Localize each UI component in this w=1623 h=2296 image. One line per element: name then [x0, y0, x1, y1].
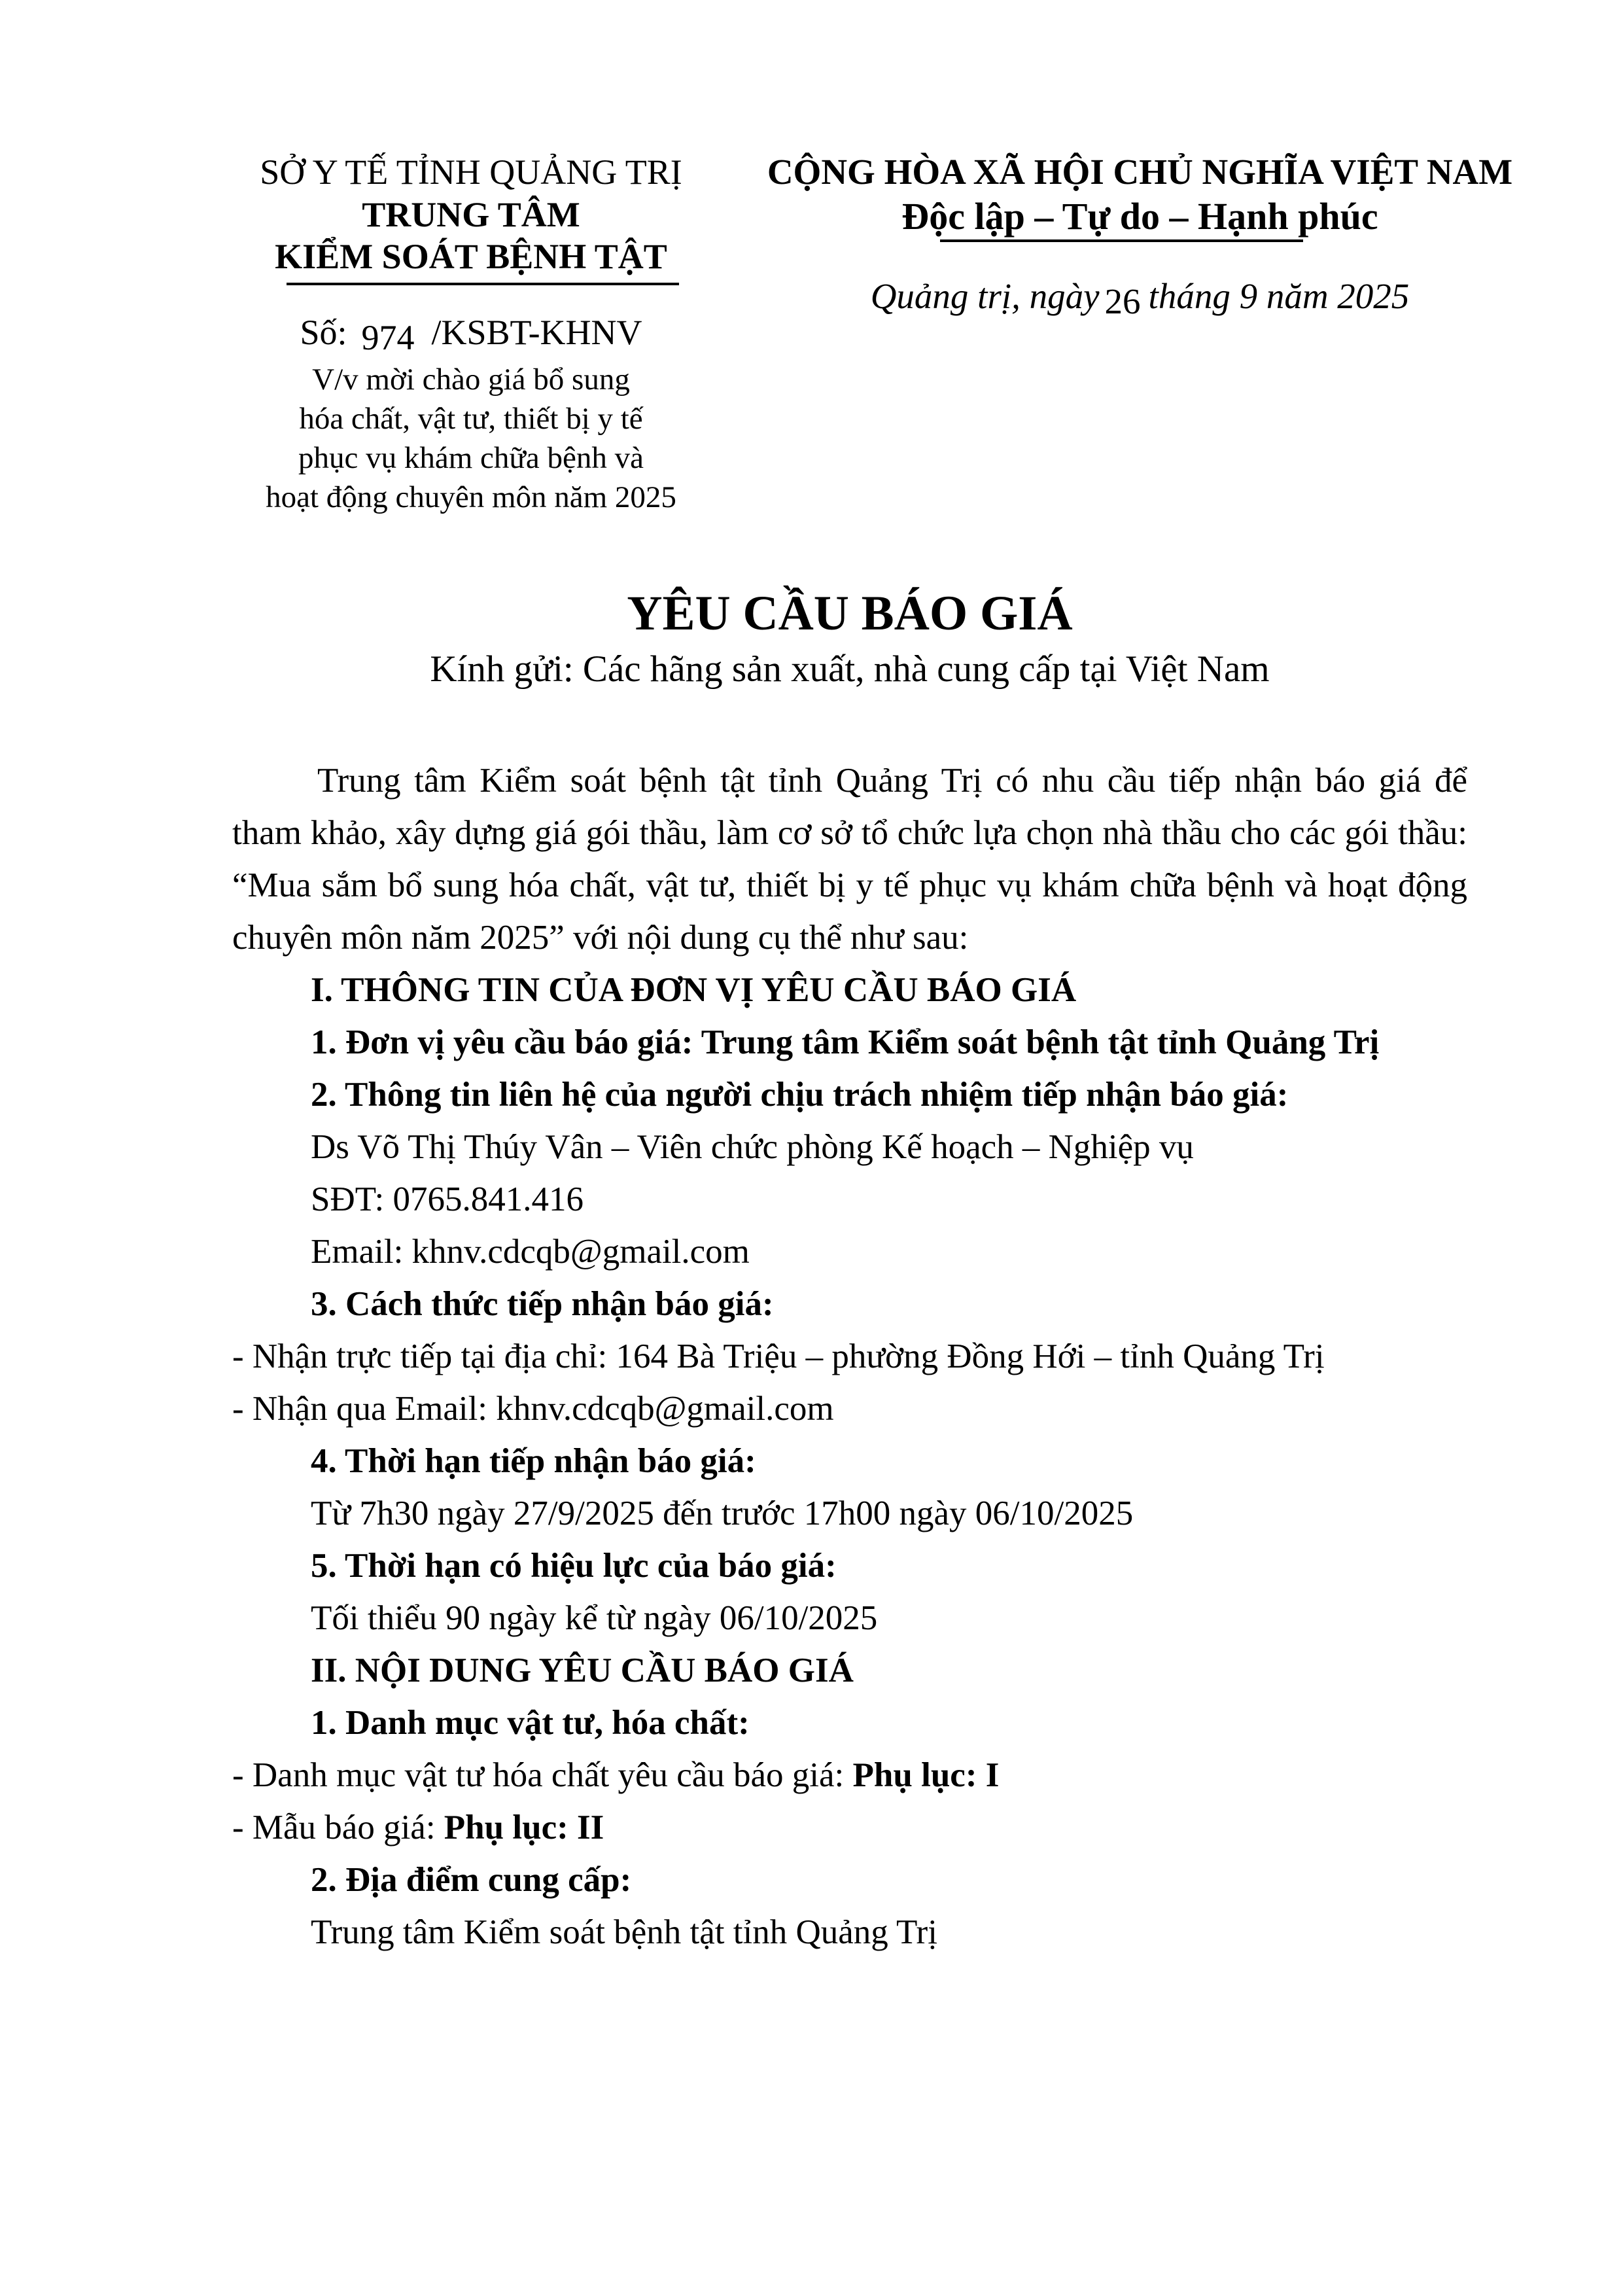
issuing-org-block: [213, 150, 729, 517]
contact-person-line: Ds Võ Thị Thúy Vân – Viên chức phòng Kế hoạch – Nghiệp vụ: [311, 1128, 1194, 1166]
section-1-item-1: 1. Đơn vị yêu cầu báo giá: Trung tâm Kiểm soát bệnh tật tỉnh Quảng Trị: [311, 1023, 1380, 1061]
section-1-heading: I. THÔNG TIN CỦA ĐƠN VỊ YÊU CẦU BÁO GIÁ: [311, 971, 1077, 1009]
national-title: CỘNG HÒA XÃ HỘI CHỦ NGHĨA VIỆT NAM: [767, 152, 1513, 192]
appendix-2-ref: Phụ lục: II: [444, 1809, 604, 1846]
title-block: [232, 582, 1467, 693]
subject-line-3: phục vụ khám chữa bệnh và: [298, 441, 644, 475]
place-date-line: [752, 275, 1527, 321]
section-1-item-5: 5. Thời hạn có hiệu lực của báo giá:: [311, 1547, 837, 1585]
national-header-block: [752, 150, 1527, 321]
section-1-item-3: 3. Cách thức tiếp nhận báo giá:: [311, 1285, 774, 1323]
document-title: YÊU CẦU BÁO GIÁ: [627, 586, 1073, 641]
appendix-2-line: [232, 1801, 1467, 1854]
org-underline-rule: [287, 283, 679, 285]
contact-phone-line: SĐT: 0765.841.416: [311, 1180, 584, 1218]
document-number-label: Số:: [300, 313, 347, 352]
subject-line-1: V/v mời chào giá bổ sung: [312, 362, 630, 397]
intro-paragraph: Trung tâm Kiểm soát bệnh tật tỉnh Quảng Trị có nhu cầu tiếp nhận báo giá để tham khảo, xây dựng giá gói thầu, làm cơ sở tổ chức lựa chọn nhà thầu cho các gói thầu: “Mua sắm bổ sung hóa chất, vật tư, thiết bị y tế phục vụ khám chữa bệnh và hoạt động chuyên môn năm 2025” với nội dung cụ thể như sau:: [232, 762, 1467, 957]
subject-line-4: hoạt động chuyên môn năm 2025: [266, 480, 676, 514]
national-motto: Độc lập – Tự do – Hạnh phúc: [901, 195, 1378, 238]
contact-email-line: Email: khnv.cdcqb@gmail.com: [311, 1233, 750, 1271]
date-prefix: Quảng trị, ngày: [870, 276, 1100, 316]
appendix-1-ref: Phụ lục: I: [852, 1756, 1000, 1794]
appendix-1-line: [232, 1749, 1467, 1801]
motto-underline-rule: [940, 239, 1303, 242]
document-number-line: [213, 311, 729, 357]
receive-direct-line: - Nhận trực tiếp tại địa chỉ: 164 Bà Triệu – phường Đồng Hới – tỉnh Quảng Trị: [232, 1337, 1325, 1375]
document-number-value: 974: [361, 318, 415, 357]
appendix-1-label: - Danh mục vật tư hóa chất yêu cầu báo giá:: [232, 1756, 853, 1794]
section-2-item-2: 2. Địa điểm cung cấp:: [311, 1861, 632, 1899]
date-day-value: 26: [1104, 281, 1141, 321]
org-name-line1: TRUNG TÂM: [362, 195, 580, 234]
section-2-item-1: 1. Danh mục vật tư, hóa chất:: [311, 1704, 750, 1742]
org-parent-name: SỞ Y TẾ TỈNH QUẢNG TRỊ: [260, 152, 682, 192]
document-body: [232, 754, 1467, 1958]
org-name-line2: KIỂM SOÁT BỆNH TẬT: [275, 237, 667, 276]
section-2-heading: II. NỘI DUNG YÊU CẦU BÁO GIÁ: [311, 1651, 854, 1689]
receive-email-line: - Nhận qua Email: khnv.cdcqb@gmail.com: [232, 1390, 834, 1428]
subject-line-2: hóa chất, vật tư, thiết bị y tế: [299, 402, 643, 436]
validity-detail-line: Tối thiểu 90 ngày kể từ ngày 06/10/2025: [311, 1599, 878, 1637]
document-header: [0, 150, 1623, 517]
appendix-2-label: - Mẫu báo giá:: [232, 1809, 444, 1846]
deadline-detail-line: Từ 7h30 ngày 27/9/2025 đến trước 17h00 ngày 06/10/2025: [311, 1494, 1134, 1532]
document-number-symbol: /KSBT-KHNV: [431, 313, 642, 352]
section-1-item-4: 4. Thời hạn tiếp nhận báo giá:: [311, 1442, 756, 1480]
date-suffix: tháng 9 năm 2025: [1148, 276, 1410, 316]
delivery-location-line: Trung tâm Kiểm soát bệnh tật tỉnh Quảng Trị: [311, 1913, 937, 1951]
section-1-item-2: 2. Thông tin liên hệ của người chịu trách nhiệm tiếp nhận báo giá:: [311, 1076, 1289, 1114]
recipient-line: Kính gửi: Các hãng sản xuất, nhà cung cấp tại Việt Nam: [430, 648, 1270, 690]
